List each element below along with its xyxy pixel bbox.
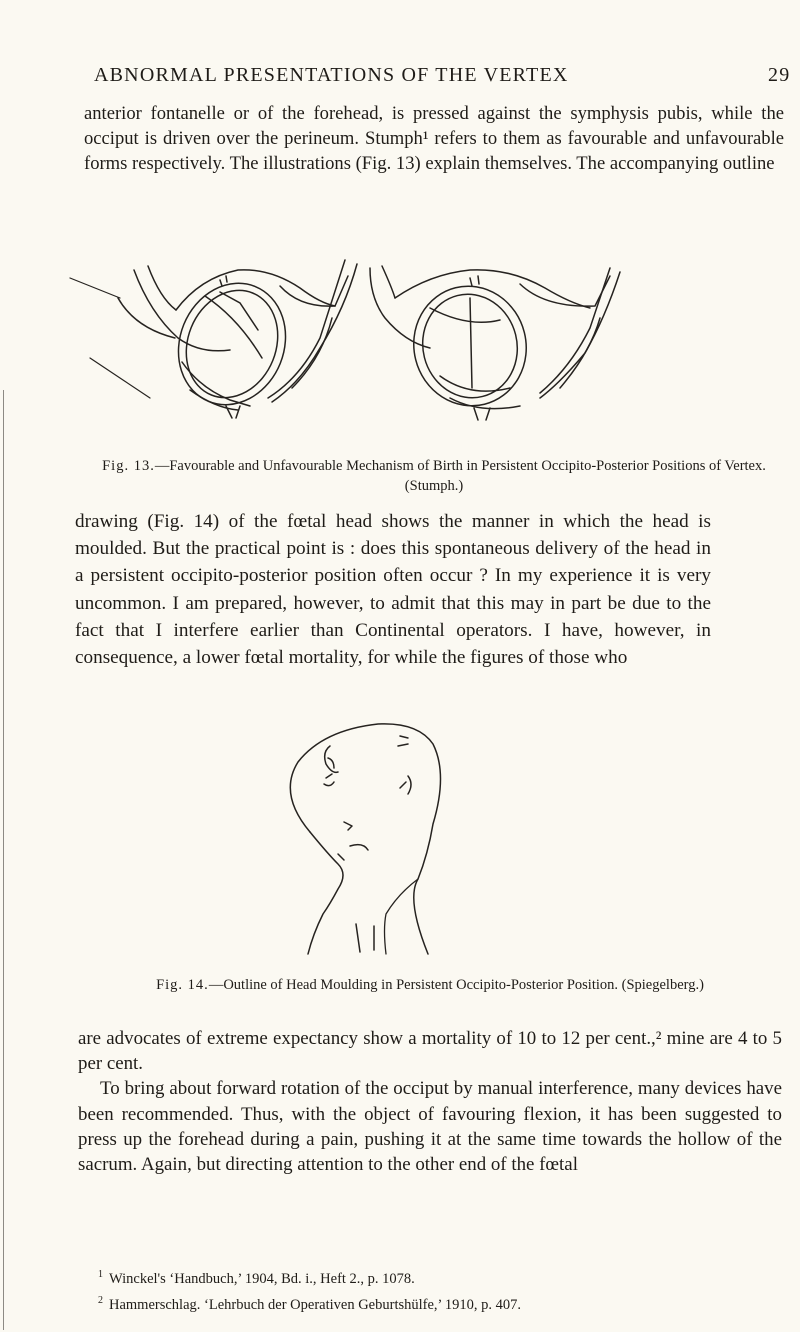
footnote-2-text: Hammerschlag. ‘Lehrbuch der Operativen Geburtshülfe,’ 1910, p. 407. [109, 1296, 522, 1313]
footnote-1-text: Winckel's ‘Handbuch,’ 1904, Bd. i., Heft 2., p. 1078. [109, 1270, 415, 1287]
ear-outline [325, 746, 338, 772]
paragraph-1-text: anterior fontanelle or of the forehead, is pressed against the symphysis pubis, while the occiput is driven over the perineum. Stumph¹ refers to them as favourable and unfavourable forms respectively. The illustrations (Fig. 13) explain themselves. The accompanying outline [84, 103, 784, 174]
paragraph-3 [78, 1026, 782, 1177]
paragraph-1 [84, 101, 784, 176]
figure-13-illustration [0, 258, 800, 458]
footnotes [98, 1264, 788, 1316]
figure-13-right-drawing [370, 266, 620, 420]
paragraph-3b-text: To bring about forward rotation of the occiput by manual interference, many devices have been recommended. Thus, with the object of favouring flexion, it has been suggested to press up the forehead during a pain, pushing it at the same time towards the hollow of the sacrum. Again, but directing attention to the other end of the fœtal [78, 1078, 782, 1176]
figure-14-caption [120, 975, 740, 995]
figure-13-caption [84, 456, 784, 496]
paragraph-2 [75, 508, 711, 671]
figure-14-label: Fig. 14. [156, 977, 209, 993]
figure-14-illustration [268, 714, 528, 964]
page-number: 29 [768, 64, 791, 86]
skull-outline [290, 724, 440, 954]
footnote-1-mark: 1 [98, 1269, 103, 1280]
paragraph-2-text: drawing (Fig. 14) of the fœtal head shows the manner in which the head is moulded. But the practical point is : does this spontaneous delivery of the head in a persistent occipito-posterior position often occur ? In my experience it is very uncommon. I am prepared, however, to admit that this may in part be due to the fact that I interfere earlier than Continental operators. I have, however, in consequence, a lower fœtal mortality, for while the figures of those who [75, 511, 711, 669]
figure-14-caption-text: —Outline of Head Moulding in Persistent Occipito-Posterior Position. (Spiegelberg.) [208, 977, 704, 993]
running-head-title: ABNORMAL PRESENTATIONS OF THE VERTEX [94, 64, 569, 86]
footnote-2-mark: 2 [98, 1294, 103, 1306]
paragraph-3a-text: are advocates of extreme expectancy show a mortality of 10 to 12 per cent.,² mine are 4 to 5 per cent. [78, 1028, 782, 1075]
scan-edge-line [3, 390, 4, 1330]
figure-13-left-drawing [118, 260, 357, 421]
footnote-2 [98, 1290, 788, 1316]
figure-13-label: Fig. 13. [102, 458, 155, 474]
figure-13-caption-text: —Favourable and Unfavourable Mechanism of Birth in Persistent Occipito-Posterior Positions of Vertex. (Stumph.) [154, 458, 766, 494]
footnote-1 [98, 1264, 788, 1290]
